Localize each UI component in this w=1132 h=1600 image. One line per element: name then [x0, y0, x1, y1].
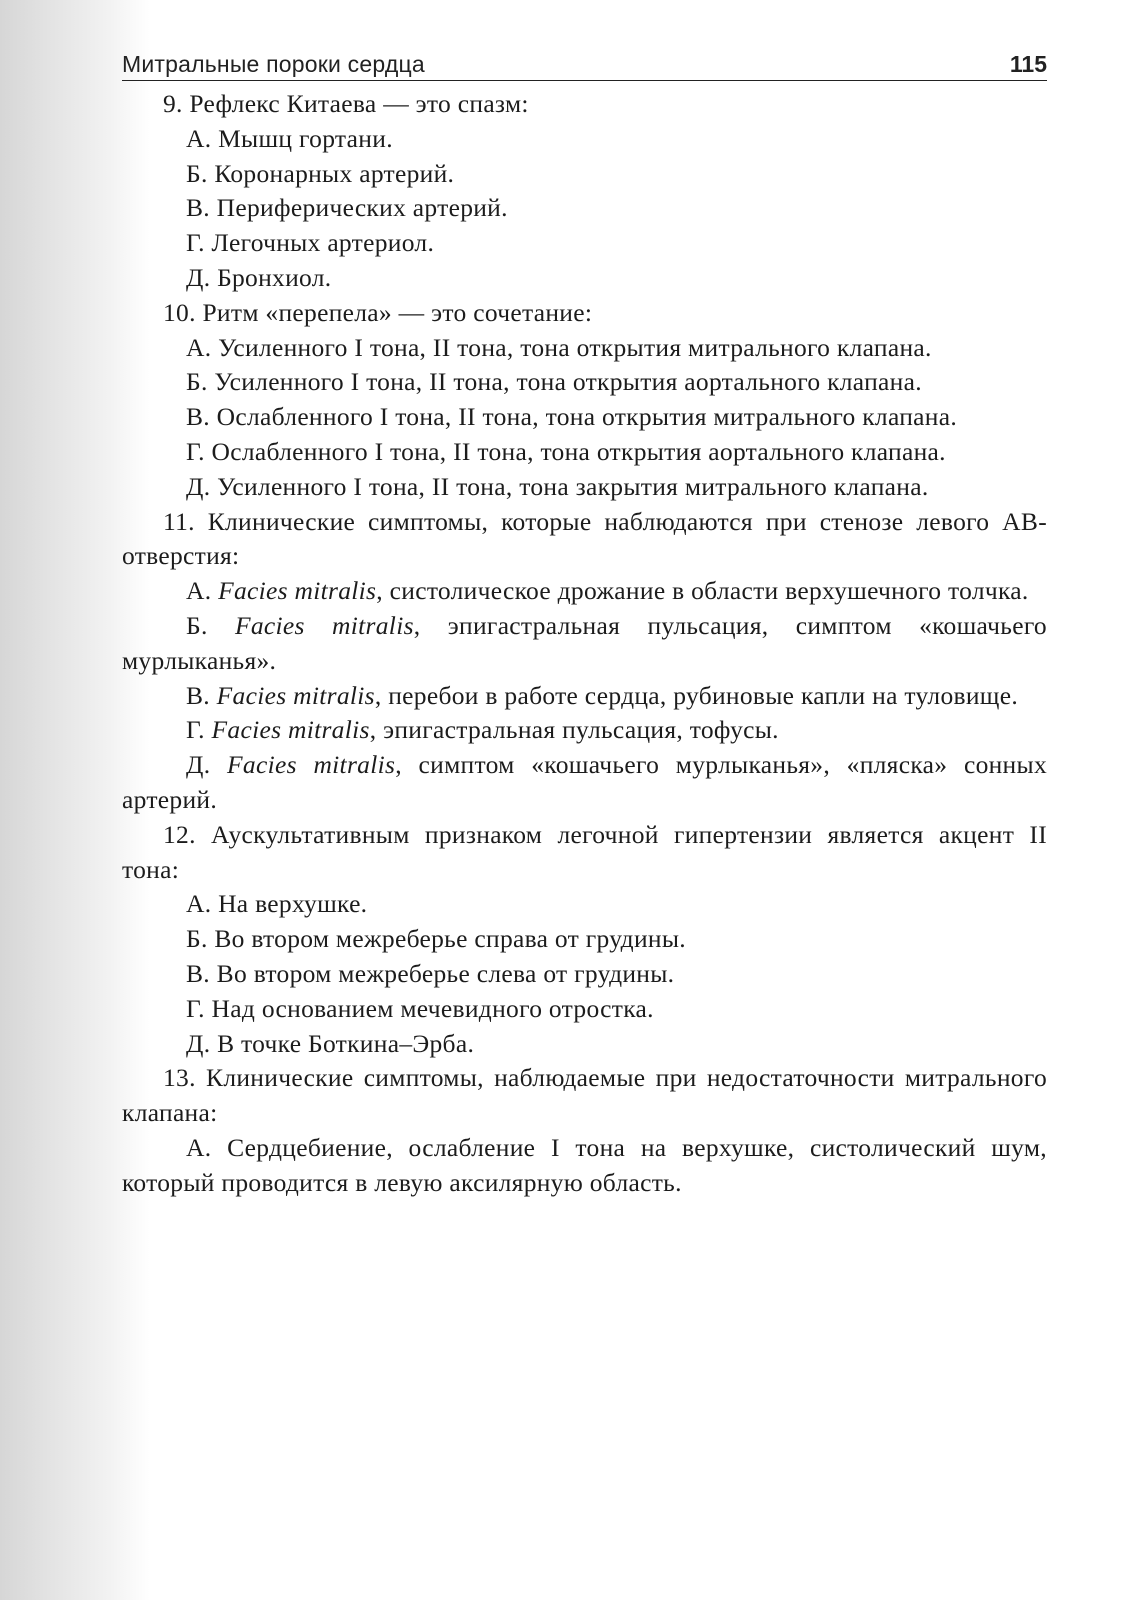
answer-label: Б.: [186, 610, 208, 640]
answer-option: [122, 122, 1047, 157]
answer-label: А.: [186, 576, 212, 606]
question-text: 10. Ритм «перепела» — это сочетание:: [163, 297, 593, 327]
answer-text: , систолическое дрожание в области верхушечного толчка.: [376, 576, 1029, 606]
answer-text: Бронхиол.: [217, 262, 332, 292]
answer-label: Б.: [186, 367, 208, 397]
answer-option: [122, 574, 1047, 609]
latin-term: Facies mitralis: [218, 576, 377, 606]
answer-text: На верхушке.: [218, 889, 368, 919]
answer-label: Д.: [186, 1028, 211, 1058]
answer-text: , эпигастральная пульсация, симптом «кошачьего мурлыканья».: [122, 610, 1047, 675]
answer-label: А.: [186, 889, 212, 919]
answer-label: В.: [186, 402, 210, 432]
latin-term: Facies mitralis: [211, 715, 370, 745]
answer-option: [122, 157, 1047, 192]
answer-label: Г.: [186, 715, 205, 745]
answer-text: В точке Боткина–Эрба.: [217, 1028, 475, 1058]
answer-option: [122, 470, 1047, 505]
answer-text: Над основанием мечевидного отростка.: [211, 993, 654, 1023]
answer-label: В.: [186, 680, 210, 710]
answer-option: [122, 226, 1047, 261]
answer-option: [122, 1131, 1047, 1201]
question-list: [122, 87, 1047, 1201]
answer-label: Б.: [186, 158, 208, 188]
chapter-title: Митральные пороки сердца: [122, 51, 425, 77]
answer-label: А.: [186, 1132, 212, 1162]
answer-option: [122, 1027, 1047, 1062]
answer-text: Коронарных артерий.: [214, 158, 455, 188]
latin-term: Facies mitralis: [227, 750, 396, 780]
answer-option: [122, 748, 1047, 818]
answer-option: [122, 191, 1047, 226]
question-text: 13. Клинические симптомы, наблюдаемые при недостаточности митрального клапана:: [122, 1063, 1047, 1128]
answer-text: Усиленного I тона, II тона, тона открытия митрального клапана.: [218, 332, 932, 362]
answer-text: Легочных артериол.: [211, 228, 435, 258]
answer-label: Д.: [186, 262, 211, 292]
answer-option: [122, 609, 1047, 679]
page-number: 115: [1009, 51, 1047, 77]
answer-text: Усиленного I тона, II тона, тона открытия аортального клапана.: [214, 367, 922, 397]
answer-label: В.: [186, 958, 210, 988]
answer-text: Во втором межреберье слева от грудины.: [216, 958, 675, 988]
answer-option: [122, 679, 1047, 714]
answer-text: Периферических артерий.: [216, 193, 508, 223]
answer-label: Д.: [186, 750, 211, 780]
answer-text: Ослабленного I тона, II тона, тона открытия аортального клапана.: [211, 436, 946, 466]
answer-text: , перебои в работе сердца, рубиновые капли на туловище.: [374, 680, 1019, 710]
answer-label: Д.: [186, 471, 211, 501]
answer-option: [122, 365, 1047, 400]
answer-option: [122, 435, 1047, 470]
answer-option: [122, 887, 1047, 922]
answer-text: , симптом «кошачьего мурлыканья», «пляска» сонных артерий.: [122, 750, 1047, 814]
latin-term: Facies mitralis: [216, 680, 375, 710]
answer-text: Ослабленного I тона, II тона, тона открытия митрального клапана.: [216, 402, 958, 432]
answer-label: Г.: [186, 228, 205, 258]
question-text: 12. Аускультативным признаком легочной гипертензии является акцент II тона:: [122, 819, 1047, 884]
answer-text: Сердцебиение, ослабление I тона на верхушке, систолический шум, который проводится в левую аксилярную область.: [122, 1132, 1047, 1197]
answer-text: Во втором межреберье справа от грудины.: [214, 924, 686, 954]
question-text: 9. Рефлекс Китаева — это спазм:: [163, 89, 529, 118]
answer-label: Г.: [186, 436, 205, 466]
answer-option: [122, 957, 1047, 992]
answer-label: Г.: [186, 993, 205, 1023]
answer-label: В.: [186, 193, 210, 223]
answer-option: [122, 400, 1047, 435]
latin-term: Facies mitralis: [234, 610, 414, 640]
answer-label: А.: [186, 123, 212, 153]
question-text: 11. Клинические симптомы, которые наблюдаются при стенозе левого АВ-отверстия:: [122, 506, 1047, 571]
book-page: [122, 44, 1047, 1201]
answer-option: [122, 713, 1047, 748]
answer-option: [122, 261, 1047, 296]
answer-label: А.: [186, 332, 212, 362]
answer-option: [122, 331, 1047, 366]
answer-option: [122, 992, 1047, 1027]
answer-option: [122, 922, 1047, 957]
running-header: [122, 44, 1047, 81]
answer-text: , эпигастральная пульсация, тофусы.: [369, 715, 779, 745]
answer-text: Усиленного I тона, II тона, тона закрытия митрального клапана.: [217, 471, 929, 501]
answer-text: Мышц гортани.: [218, 123, 393, 153]
answer-label: Б.: [186, 924, 208, 954]
